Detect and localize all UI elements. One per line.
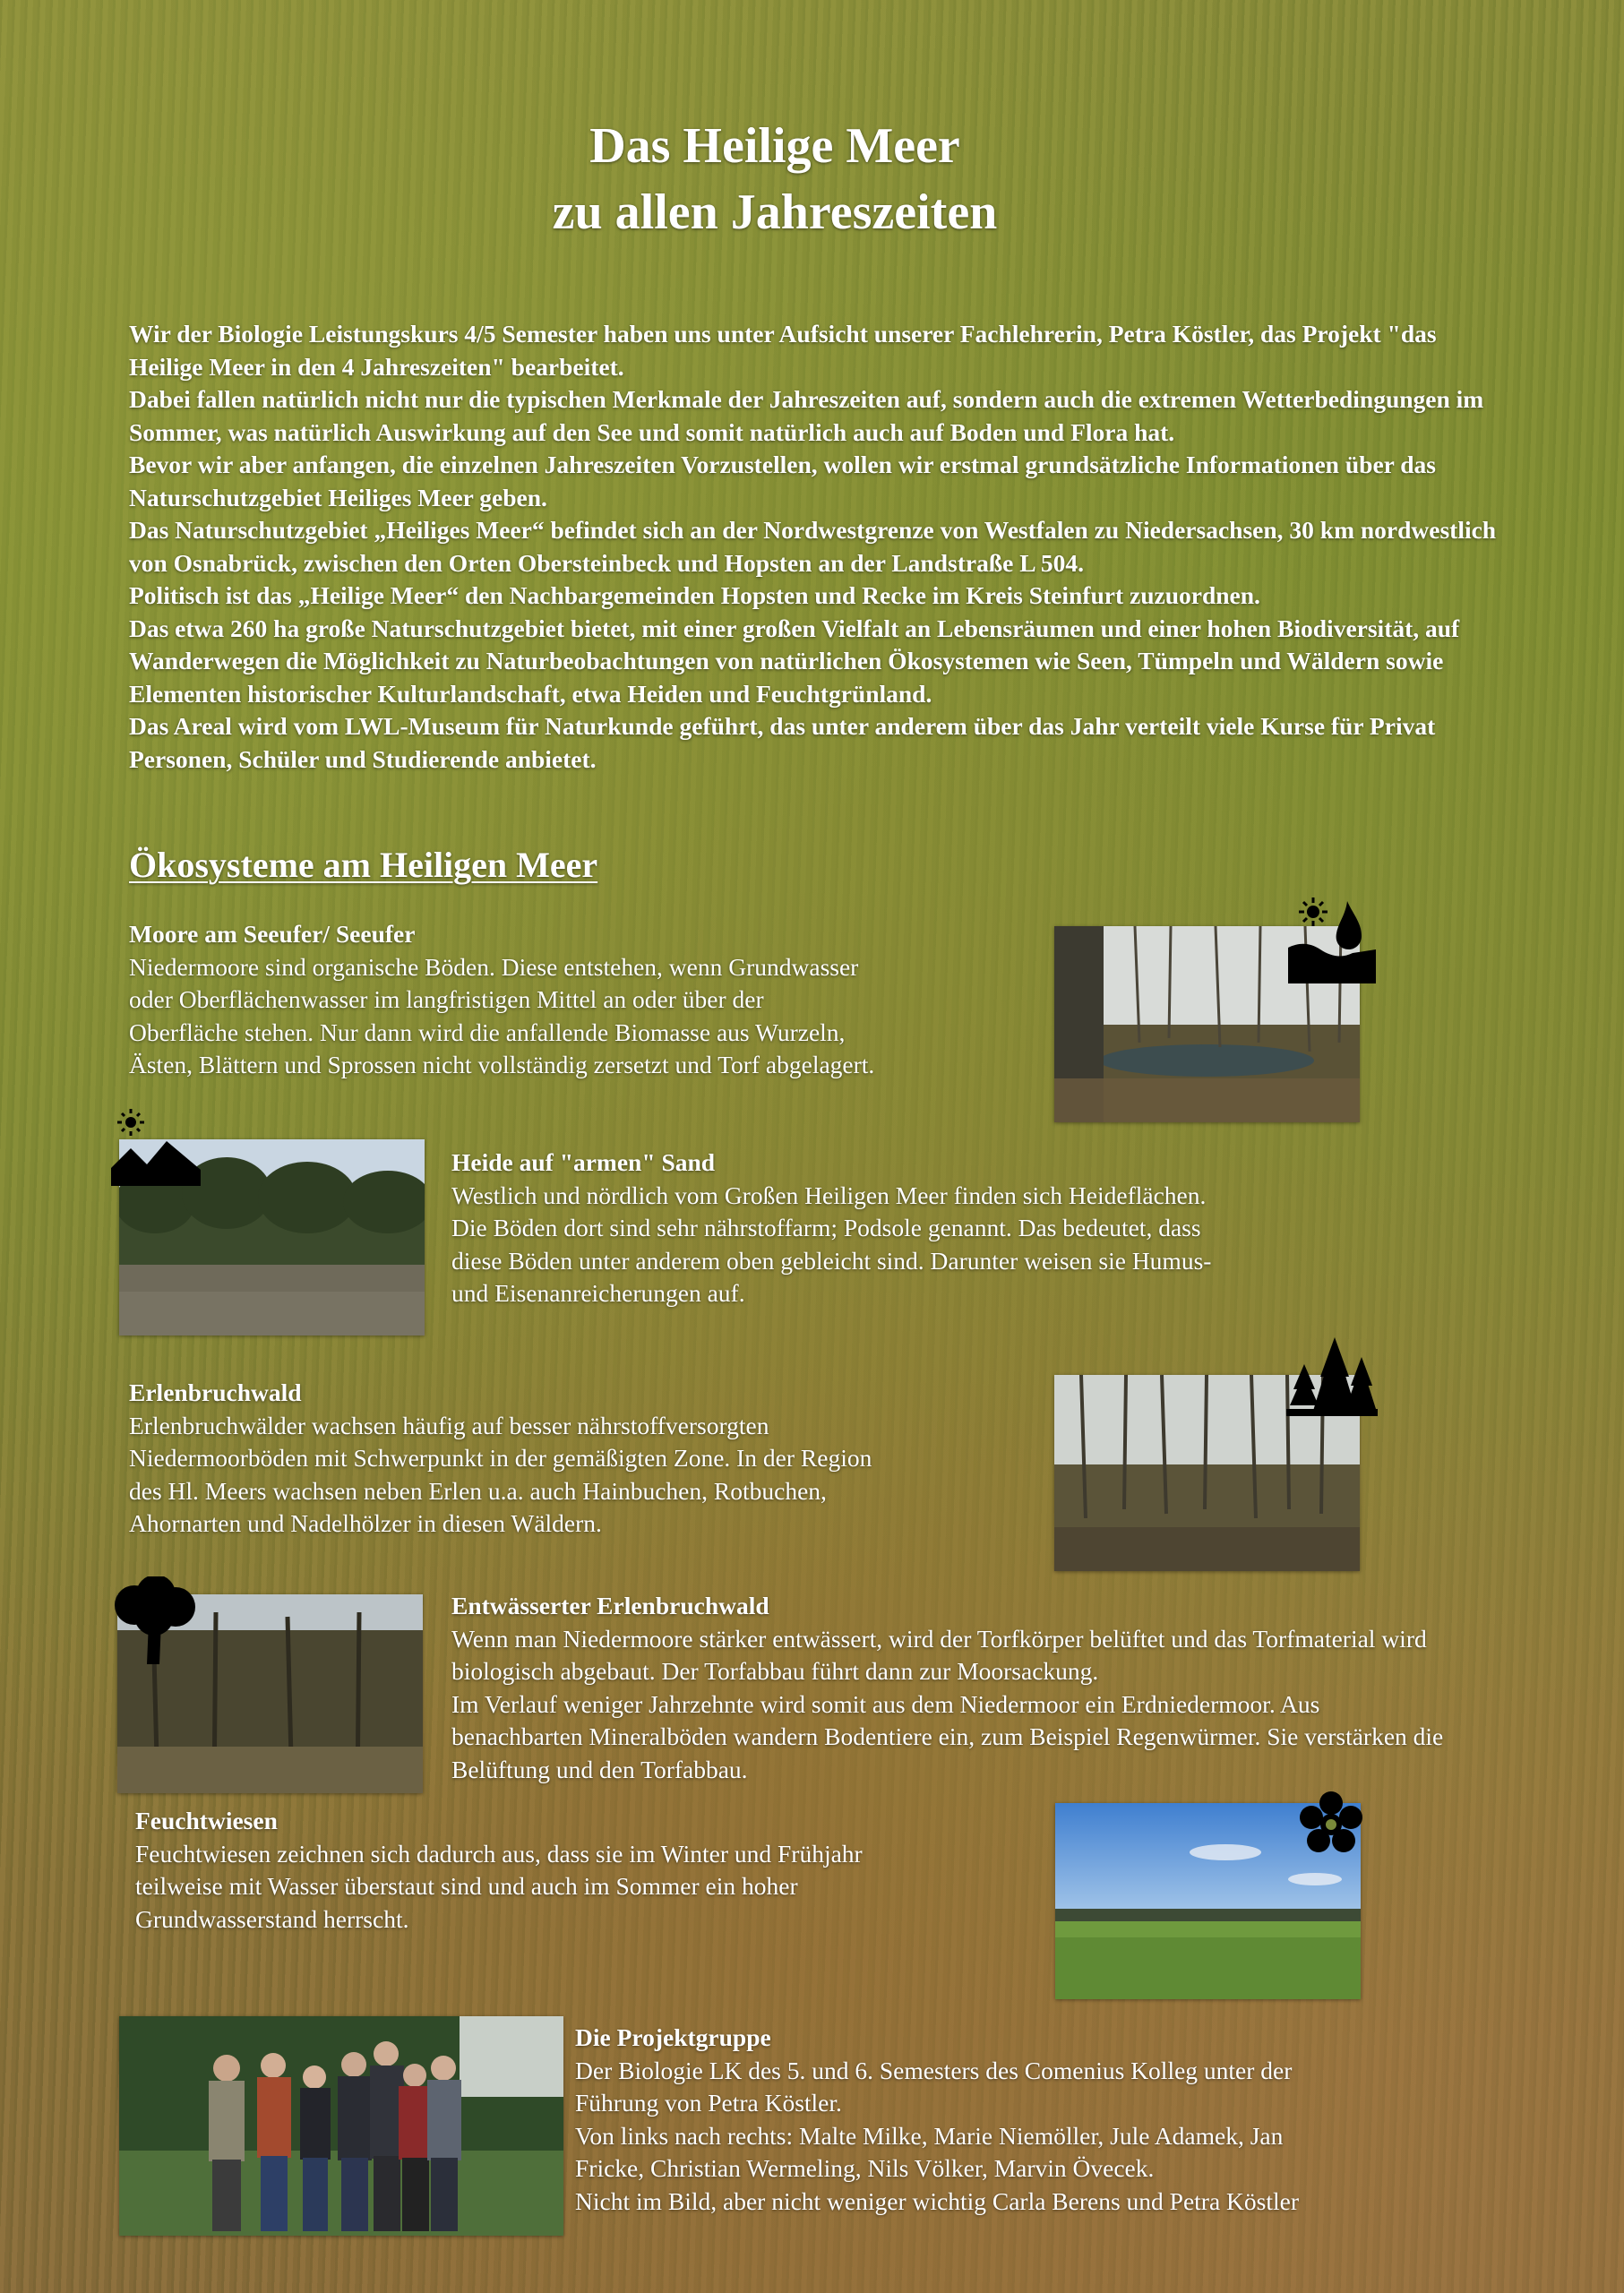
text-line: benachbarten Mineralböden wandern Bodentiere ein, zum Beispiel Regenwürmer. Sie verstärken die (451, 1722, 1444, 1750)
section-erlen (129, 1377, 1025, 1541)
section-erlen-heading: Erlenbruchwald (129, 1378, 302, 1406)
section-gruppe-heading: Die Projektgruppe (575, 2023, 771, 2051)
text-line: biologisch abgebaut. Der Torfabbau führt dann zur Moorsackung. (451, 1657, 1099, 1685)
text-line: Niedermoore sind organische Böden. Diese entstehen, wenn Grundwasser (129, 952, 859, 981)
text-line: oder Oberflächenwasser im langfristigen Mittel an oder über der (129, 985, 764, 1013)
conifer-trees-icon (1286, 1337, 1378, 1422)
flower-icon (1297, 1789, 1365, 1865)
title-line-1: Das Heilige Meer (589, 118, 960, 174)
text-line: teilweise mit Wasser überstaut sind und auch im Sommer ein hoher (135, 1872, 798, 1900)
section-moore-heading: Moore am Seeufer/ Seeufer (129, 920, 416, 948)
intro-paragraph: Dabei fallen natürlich nicht nur die typischen Merkmale der Jahreszeiten auf, sondern auch die extremen Wetterbedingungen im Sommer, was natürlich Auswirkung auf den See und somit natürlich auch auf Boden und Flora hat. (129, 385, 1484, 446)
text-line: und Eisenanreicherungen auf. (451, 1279, 745, 1307)
section-moore (129, 918, 1025, 1082)
section-heading: Ökosysteme am Heiligen Meer (129, 845, 598, 885)
text-line: Ahornarten und Nadelhölzer in diesen Wäldern. (129, 1509, 602, 1537)
section-heide (451, 1146, 1347, 1310)
section-feucht (135, 1805, 1031, 1936)
deciduous-tree-icon (111, 1576, 199, 1670)
intro-paragraph: Politisch ist das „Heilige Meer“ den Nachbargemeinden Hopsten und Recke im Kreis Steinfurt zuzuordnen. (129, 581, 1260, 609)
photo-projektgruppe (119, 2016, 563, 2236)
text-line: Belüftung und den Torfabbau. (451, 1755, 748, 1783)
text-line: Führung von Petra Köstler. (575, 2089, 842, 2117)
section-heide-heading: Heide auf "armen" Sand (451, 1148, 716, 1176)
section-entwaessert-heading: Entwässerter Erlenbruchwald (451, 1592, 769, 1619)
text-line: Westlich und nördlich vom Großen Heiligen Meer finden sich Heideflächen. (451, 1181, 1207, 1209)
text-line: Der Biologie LK des 5. und 6. Semesters des Comenius Kolleg unter der (575, 2056, 1293, 2084)
text-line: Fricke, Christian Wermeling, Nils Völker, Marvin Övecek. (575, 2154, 1155, 2182)
page-title (0, 113, 1550, 245)
hills-sun-icon (111, 1107, 202, 1192)
text-line: Nicht im Bild, aber nicht weniger wichtig Carla Berens und Petra Köstler (575, 2186, 1299, 2215)
text-line: Niedermoorböden mit Schwerpunkt in der gemäßigten Zone. In der Region (129, 1444, 872, 1472)
intro-paragraph: Bevor wir aber anfangen, die einzelnen Jahreszeiten Vorzustellen, wollen wir erstmal grundsätzliche Informationen über das Naturschutzgebiet Heiliges Meer geben. (129, 451, 1436, 511)
section-feucht-heading: Feuchtwiesen (135, 1807, 278, 1834)
text-line: Von links nach rechts: Malte Milke, Marie Niemöller, Jule Adamek, Jan (575, 2121, 1284, 2150)
intro-paragraph: Das Areal wird vom LWL-Museum für Naturkunde geführt, das unter anderem über das Jahr verteilt viele Kurse für Privat Personen, Schüler und Studierende anbietet. (129, 712, 1436, 773)
intro-paragraph: Das etwa 260 ha große Naturschutzgebiet bietet, mit einer großen Vielfalt an Lebensräumen und einer hohen Biodiversität, auf Wanderwegen die Möglichkeit zu Naturbeobachtungen von natürlichen Ökosystemen wie Seen, Tümpeln und Wäldern sowie Elementen historischer Kulturlandschaft, etwa Heiden und Feuchtgrünland. (129, 614, 1460, 708)
intro-text (129, 318, 1508, 776)
title-line-2: zu allen Jahreszeiten (552, 185, 998, 240)
intro-paragraph: Das Naturschutzgebiet „Heiliges Meer“ befindet sich an der Nordwestgrenze von Westfalen zu Niedersachsen, 30 km nordwestlich von Osnabrück, zwischen den Orten Obersteinbeck und Hopsten an der Landstraße L 504. (129, 516, 1497, 577)
text-line: Im Verlauf weniger Jahrzehnte wird somit aus dem Niedermoor ein Erdniedermoor. Aus (451, 1689, 1320, 1718)
text-line: diese Böden unter anderem oben gebleicht sind. Darunter weisen sie Humus- (451, 1246, 1212, 1275)
swamp-icon (1286, 896, 1379, 990)
text-line: des Hl. Meers wachsen neben Erlen u.a. auch Hainbuchen, Rotbuchen, (129, 1476, 827, 1505)
section-gruppe (575, 2022, 1560, 2218)
text-line: Grundwasserstand herrscht. (135, 1904, 409, 1933)
text-line: Oberfläche stehen. Nur dann wird die anfallende Biomasse aus Wurzeln, (129, 1018, 846, 1046)
text-line: Die Böden dort sind sehr nährstoffarm; Podsole genannt. Das bedeutet, dass (451, 1214, 1201, 1241)
intro-paragraph: Wir der Biologie Leistungskurs 4/5 Semester haben uns unter Aufsicht unserer Fachlehrerin, Petra Köstler, das Projekt "das Heilige Meer in den 4 Jahreszeiten" bearbeitet. (129, 320, 1437, 381)
text-line: Wenn man Niedermoore stärker entwässert, wird der Torfkörper belüftet und das Torfmaterial wird (451, 1624, 1427, 1653)
text-line: Erlenbruchwälder wachsen häufig auf besser nährstoffversorgten (129, 1411, 769, 1439)
text-line: Feuchtwiesen zeichnen sich dadurch aus, dass sie im Winter und Frühjahr (135, 1839, 863, 1868)
text-line: Ästen, Blättern und Sprossen nicht vollständig zersetzt und Torf abgelagert. (129, 1051, 875, 1078)
section-entwaessert (451, 1590, 1562, 1786)
